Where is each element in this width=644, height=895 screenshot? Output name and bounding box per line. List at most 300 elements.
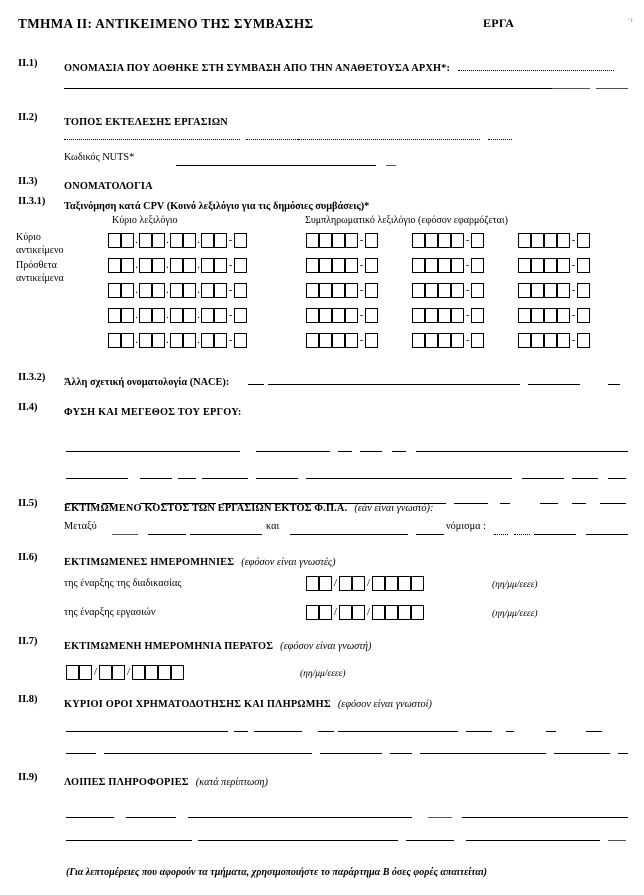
cpv-supp-digit-additional-object-4-g3-3[interactable] [544,333,557,348]
cpv-supp-digit-main-object-g1-1[interactable] [306,233,319,248]
cpv-supp-check-digit-additional-object-4-g3[interactable] [577,333,590,348]
section-ii8-line-1h[interactable] [546,731,556,732]
section-ii9-line-2e[interactable] [608,840,626,841]
cpv-supp-digit-additional-object-3-g1-1[interactable] [306,308,319,323]
completion-year-box-1[interactable] [132,665,145,680]
cpv-main-dash-additional-object-2: - [228,284,233,296]
cpv-supp-digit-additional-object-1-g1-2[interactable] [319,258,332,273]
cpv-supplementary-row-additional-object-1-group-3 [518,256,590,274]
cpv-supp-dash-additional-object-3-g3: - [571,309,576,321]
cpv-main-vocabulary-row-additional-object-1 [108,256,247,274]
cpv-supp-digit-additional-object-4-g3-1[interactable] [518,333,531,348]
cpv-main-check-digit-additional-object-2[interactable] [234,283,247,298]
cpv-supp-digit-additional-object-4-g3-2[interactable] [531,333,544,348]
cpv-main-digit-additional-object-2-2[interactable] [121,283,134,298]
cpv-supp-digit-additional-object-2-g3-3[interactable] [544,283,557,298]
section-ii32-line-c[interactable] [528,384,580,385]
cpv-main-dot-main-object-5: . [197,234,200,246]
completion-month-box-1[interactable] [99,665,112,680]
cpv-main-digit-additional-object-1-8[interactable] [214,258,227,273]
cost-min-input-a[interactable] [112,534,138,535]
currency-input-a[interactable] [494,534,508,535]
cpv-supp-dash-additional-object-3-g2: - [465,309,470,321]
cpv-supplementary-row-additional-object-1-group-2 [412,256,484,274]
section-ii8-line-2c[interactable] [320,753,382,754]
cpv-supplementary-row-main-object-group-3 [518,231,590,249]
section-ii8-line-1i[interactable] [586,731,602,732]
cpv-main-digit-main-object-1[interactable] [108,233,121,248]
completion-date-input[interactable] [66,663,184,681]
works-start-separator-2: / [366,606,371,618]
cpv-supp-check-digit-additional-object-3-g3[interactable] [577,308,590,323]
section-ii4-line-2i[interactable] [608,478,626,479]
cpv-main-check-digit-main-object[interactable] [234,233,247,248]
section-ii8-number: II.8) [18,694,38,705]
cpv-supp-digit-main-object-g2-4[interactable] [451,233,464,248]
cpv-main-check-digit-additional-object-4[interactable] [234,333,247,348]
section-ii1-dotted-fill[interactable] [458,61,614,71]
section-ii7-label-italic: (εφόσον είναι γνωστή) [280,641,372,652]
cpv-supp-digit-additional-object-1-g2-3[interactable] [438,258,451,273]
cpv-supp-digit-additional-object-3-g1-3[interactable] [332,308,345,323]
cpv-supp-digit-additional-object-4-g1-2[interactable] [319,333,332,348]
cpv-supp-digit-additional-object-3-g3-4[interactable] [557,308,570,323]
cpv-supp-check-digit-main-object-g1[interactable] [365,233,378,248]
procedure-start-year-box-4[interactable] [411,576,424,591]
works-start-date-input[interactable] [306,603,424,621]
cost-between-label: Μεταξύ [64,521,97,532]
cpv-supp-check-digit-additional-object-2-g1[interactable] [365,283,378,298]
cpv-supp-digit-main-object-g3-3[interactable] [544,233,557,248]
cpv-supp-check-digit-additional-object-4-g2[interactable] [471,333,484,348]
cost-max-input-a[interactable] [290,534,408,535]
section-ii8-line-1e[interactable] [338,731,458,732]
cpv-main-digit-additional-object-1-6[interactable] [183,258,196,273]
section-ii9-body [64,772,630,790]
procedure-start-year-box-3[interactable] [398,576,411,591]
cpv-main-dot-additional-object-1-5: . [197,259,200,271]
cpv-supp-check-digit-additional-object-1-g1[interactable] [365,258,378,273]
cpv-supp-digit-additional-object-4-g2-4[interactable] [451,333,464,348]
cpv-main-digit-additional-object-4-3[interactable] [139,333,152,348]
procedure-start-day-box-2[interactable] [319,576,332,591]
cpv-supp-dash-additional-object-1-g1: - [359,259,364,271]
cpv-supp-dash-additional-object-1-g3: - [571,259,576,271]
section-ii9-line-1c[interactable] [188,817,412,818]
cpv-supplementary-row-additional-object-3-group-1 [306,306,378,324]
section-ii8-label-italic: (εφόσον είναι γνωστοί) [337,699,432,710]
section-ii9-number: II.9) [18,772,38,783]
cpv-supp-dash-additional-object-4-g1: - [359,334,364,346]
section-ii4-line-1c[interactable] [338,451,352,452]
cpv-supp-check-digit-additional-object-2-g3[interactable] [577,283,590,298]
completion-year-box-2[interactable] [145,665,158,680]
cpv-main-object-row-label-line2: αντικείμενο [16,244,64,256]
cpv-main-dot-additional-object-1-1: . [135,259,138,271]
cpv-supp-digit-additional-object-4-g3-4[interactable] [557,333,570,348]
section-ii5-label-italic: (εάν είναι γνωστό): [354,503,434,514]
cost-max-input-b[interactable] [416,534,444,535]
section-ii5-label: ΕΚΤΙΜΩΜΕΝΟ ΚΟΣΤΟΣ ΤΩΝ ΕΡΓΑΣΙΩΝ ΕΚΤΟΣ Φ.Π.Α. [64,503,348,514]
cpv-supplementary-vocabulary-header: Συμπληρωματικό λεξιλόγιο (εφόσον εφαρμόζεται) [305,215,508,226]
cpv-main-digit-main-object-2[interactable] [121,233,134,248]
section-ii4-line-2g[interactable] [522,478,564,479]
section-ii4-line-2f[interactable] [306,478,512,479]
cpv-main-digit-additional-object-3-2[interactable] [121,308,134,323]
cpv-main-digit-main-object-8[interactable] [214,233,227,248]
cpv-supp-check-digit-additional-object-1-g3[interactable] [577,258,590,273]
work-type-label: ΕΡΓΑ [483,16,515,30]
section-ii8-line-1c[interactable] [254,731,302,732]
cpv-main-vocabulary-row-main-object [108,231,247,249]
completion-month-box-2[interactable] [112,665,125,680]
section-ii9-line-1b[interactable] [126,817,176,818]
cpv-supp-digit-additional-object-1-g1-4[interactable] [345,258,358,273]
cpv-additional-objects-row-label [16,260,106,285]
section-ii1-line-1c[interactable] [596,88,628,89]
cpv-supp-digit-additional-object-2-g3-4[interactable] [557,283,570,298]
cpv-supp-digit-main-object-g2-3[interactable] [438,233,451,248]
currency-input-d[interactable] [586,534,628,535]
cpv-supp-digit-additional-object-4-g1-3[interactable] [332,333,345,348]
cpv-supp-digit-additional-object-2-g1-3[interactable] [332,283,345,298]
cpv-supp-dash-additional-object-4-g2: - [465,334,470,346]
procedure-start-date-label: της έναρξης της διαδικασίας [64,578,182,589]
cpv-supp-dash-additional-object-3-g1: - [359,309,364,321]
cpv-supplementary-row-main-object-group-1 [306,231,378,249]
cpv-supp-digit-additional-object-1-g3-3[interactable] [544,258,557,273]
cpv-supp-check-digit-additional-object-2-g2[interactable] [471,283,484,298]
cpv-supp-check-digit-additional-object-1-g2[interactable] [471,258,484,273]
works-start-month-box-2[interactable] [352,605,365,620]
cpv-main-dash-additional-object-3: - [228,309,233,321]
cpv-main-digit-additional-object-3-1[interactable] [108,308,121,323]
cpv-main-digit-additional-object-1-1[interactable] [108,258,121,273]
cpv-supp-digit-additional-object-2-g1-1[interactable] [306,283,319,298]
cpv-main-digit-additional-object-3-5[interactable] [170,308,183,323]
section-ii2-line-b[interactable] [246,139,306,140]
section-ii5-number: II.5) [18,498,38,509]
section-ii9-line-1d[interactable] [428,817,452,818]
cpv-main-digit-additional-object-2-3[interactable] [139,283,152,298]
cpv-main-digit-additional-object-2-7[interactable] [201,283,214,298]
section-ii32-line-b[interactable] [268,384,520,385]
cpv-main-dash-additional-object-4: - [228,334,233,346]
section-ii8-line-2d[interactable] [390,753,412,754]
cpv-supp-digit-additional-object-2-g1-4[interactable] [345,283,358,298]
currency-input-c[interactable] [534,534,576,535]
cpv-supp-digit-main-object-g1-3[interactable] [332,233,345,248]
cpv-main-vocabulary-row-additional-object-2 [108,281,247,299]
cpv-main-digit-additional-object-4-5[interactable] [170,333,183,348]
cpv-supp-check-digit-main-object-g3[interactable] [577,233,590,248]
section-ii9-line-1e[interactable] [462,817,628,818]
cpv-main-dash-additional-object-1: - [228,259,233,271]
cpv-supp-digit-main-object-g3-4[interactable] [557,233,570,248]
cpv-supp-digit-main-object-g1-2[interactable] [319,233,332,248]
cpv-supplementary-row-additional-object-4-group-1 [306,331,378,349]
cpv-main-dot-additional-object-4-3: . [166,334,169,346]
form-footnote: (Για λεπτομέρειες που αφορούν τα τμήματα, χρησιμοποιήστε το παράρτημα Β όσες φορές απαιτείται) [66,867,487,878]
cpv-supp-digit-additional-object-1-g1-1[interactable] [306,258,319,273]
section-ii4-number: II.4) [18,402,38,413]
nuts-code-input-tail[interactable] [386,165,396,166]
procedure-start-month-box-2[interactable] [352,576,365,591]
section-ii8-body [64,694,630,712]
completion-year-box-3[interactable] [158,665,171,680]
cpv-main-digit-additional-object-2-6[interactable] [183,283,196,298]
section-ii8-line-1d[interactable] [318,731,334,732]
section-ii7-body [64,636,630,654]
section-ii2-line-d[interactable] [488,139,512,140]
section-ii31-label: Ταξινόμηση κατά CPV (Κοινό λεξιλόγιο για τις δημόσιες συμβάσεις)* [64,201,370,212]
cpv-supp-dash-main-object-g1: - [359,234,364,246]
works-start-day-box-2[interactable] [319,605,332,620]
cpv-supp-digit-additional-object-2-g3-1[interactable] [518,283,531,298]
section-ii8-line-2e[interactable] [420,753,546,754]
cpv-main-digit-additional-object-1-2[interactable] [121,258,134,273]
cpv-main-digit-additional-object-1-7[interactable] [201,258,214,273]
cpv-supplementary-row-additional-object-2-group-3 [518,281,590,299]
cpv-supp-dash-additional-object-4-g3: - [571,334,576,346]
cpv-supp-digit-additional-object-3-g3-1[interactable] [518,308,531,323]
works-start-year-box-1[interactable] [372,605,385,620]
cpv-supp-dash-additional-object-2-g3: - [571,284,576,296]
cpv-main-dot-additional-object-3-3: . [166,309,169,321]
cpv-supp-dash-main-object-g2: - [465,234,470,246]
works-start-date-format: (ηη/μμ/εεεε) [492,609,538,619]
section-ii31-body [64,196,630,214]
corner-mark: ¨¹ [628,17,634,26]
procedure-start-year-box-1[interactable] [372,576,385,591]
section-ii9-line-2d[interactable] [466,840,600,841]
section-ii32-line-a[interactable] [248,384,264,385]
cpv-supp-digit-additional-object-4-g1-4[interactable] [345,333,358,348]
section-ii4-line-2b[interactable] [140,478,172,479]
cpv-supp-digit-additional-object-1-g2-2[interactable] [425,258,438,273]
section-ii8-line-1b[interactable] [234,731,248,732]
section-ii32-line-d[interactable] [608,384,620,385]
cpv-supp-digit-additional-object-1-g2-1[interactable] [412,258,425,273]
cpv-supp-digit-main-object-g2-1[interactable] [412,233,425,248]
cpv-main-object-row-label [16,232,106,257]
section-ii1-line-1b[interactable] [552,88,590,89]
cpv-supp-digit-additional-object-2-g2-3[interactable] [438,283,451,298]
section-ii4-line-1a[interactable] [66,451,240,452]
cpv-main-dot-additional-object-2-3: . [166,284,169,296]
cpv-supp-digit-main-object-g1-4[interactable] [345,233,358,248]
section-ii4-line-1f[interactable] [416,451,628,452]
cpv-main-dot-additional-object-2-5: . [197,284,200,296]
cpv-main-digit-main-object-3[interactable] [139,233,152,248]
cpv-supp-digit-additional-object-2-g2-2[interactable] [425,283,438,298]
procedure-start-month-box-1[interactable] [339,576,352,591]
cpv-supp-digit-additional-object-2-g2-4[interactable] [451,283,464,298]
cpv-main-digit-additional-object-3-8[interactable] [214,308,227,323]
section-ii6-label: ΕΚΤΙΜΩΜΕΝΕΣ ΗΜΕΡΟΜΗΝΙΕΣ [64,557,235,568]
cpv-main-check-digit-additional-object-1[interactable] [234,258,247,273]
works-start-year-box-3[interactable] [398,605,411,620]
page-title: ΤΜΗΜΑ ΙΙ: ΑΝΤΙΚΕΙΜΕΝΟ ΤΗΣ ΣΥΜΒΑΣΗΣ [18,16,314,31]
completion-day-box-1[interactable] [66,665,79,680]
cpv-supp-digit-main-object-g3-2[interactable] [531,233,544,248]
cpv-supp-digit-additional-object-1-g3-2[interactable] [531,258,544,273]
cpv-supp-digit-additional-object-4-g2-2[interactable] [425,333,438,348]
cpv-main-digit-main-object-5[interactable] [170,233,183,248]
cpv-supp-digit-additional-object-2-g1-2[interactable] [319,283,332,298]
cpv-main-digit-additional-object-4-4[interactable] [152,333,165,348]
cpv-main-digit-additional-object-2-5[interactable] [170,283,183,298]
cpv-main-digit-additional-object-4-7[interactable] [201,333,214,348]
section-ii3-label: ΟΝΟΜΑΤΟΛΟΓΙΑ [64,181,153,192]
works-start-day-box-1[interactable] [306,605,319,620]
cpv-supp-digit-main-object-g3-1[interactable] [518,233,531,248]
cpv-supp-check-digit-additional-object-3-g1[interactable] [365,308,378,323]
section-ii9-line-1a[interactable] [66,817,114,818]
cpv-supplementary-row-additional-object-2-group-1 [306,281,378,299]
section-ii8-label: ΚΥΡΙΟΙ ΟΡΟΙ ΧΡΗΜΑΤΟΔΟΤΗΣΗΣ ΚΑΙ ΠΛΗΡΩΜΗΣ [64,699,331,710]
section-ii4-line-1e[interactable] [392,451,406,452]
section-ii8-line-2f[interactable] [554,753,610,754]
cpv-supp-digit-additional-object-4-g1-1[interactable] [306,333,319,348]
cpv-supp-digit-additional-object-3-g3-3[interactable] [544,308,557,323]
cpv-supp-digit-additional-object-3-g3-2[interactable] [531,308,544,323]
cpv-main-digit-additional-object-1-3[interactable] [139,258,152,273]
works-start-year-box-2[interactable] [385,605,398,620]
cpv-supp-digit-additional-object-1-g3-4[interactable] [557,258,570,273]
cpv-main-digit-additional-object-2-4[interactable] [152,283,165,298]
procedure-start-year-box-2[interactable] [385,576,398,591]
section-ii2-line-c[interactable] [298,139,480,140]
completion-day-box-2[interactable] [79,665,92,680]
cpv-main-vocabulary-header: Κύριο λεξιλόγιο [112,215,178,226]
nuts-code-label: Κωδικός NUTS* [64,152,135,163]
nuts-code-input[interactable] [176,165,376,166]
cpv-supp-digit-additional-object-1-g2-4[interactable] [451,258,464,273]
currency-input-b[interactable] [514,534,530,535]
cpv-supp-digit-additional-object-1-g1-3[interactable] [332,258,345,273]
section-ii9-line-2a[interactable] [66,840,192,841]
cpv-supp-digit-additional-object-4-g2-3[interactable] [438,333,451,348]
cpv-supp-digit-additional-object-3-g1-2[interactable] [319,308,332,323]
cpv-main-dot-additional-object-3-1: . [135,309,138,321]
cost-min-input-c[interactable] [190,534,262,535]
cpv-supp-digit-main-object-g2-2[interactable] [425,233,438,248]
section-ii2-number: II.2) [18,112,38,123]
works-start-month-box-1[interactable] [339,605,352,620]
cpv-supplementary-row-additional-object-1-group-1 [306,256,378,274]
section-ii9-line-2b[interactable] [198,840,398,841]
section-ii4-body [64,402,630,420]
cpv-supp-digit-additional-object-4-g2-1[interactable] [412,333,425,348]
section-ii4-line-1d[interactable] [360,451,382,452]
section-ii4-line-2a[interactable] [66,478,128,479]
section-ii4-line-2e[interactable] [256,478,298,479]
completion-date-format: (ηη/μμ/εεεε) [300,669,346,679]
cpv-main-digit-additional-object-4-1[interactable] [108,333,121,348]
cpv-main-digit-additional-object-2-8[interactable] [214,283,227,298]
cpv-supp-digit-additional-object-3-g2-4[interactable] [451,308,464,323]
cpv-main-digit-additional-object-3-6[interactable] [183,308,196,323]
cpv-supp-digit-additional-object-3-g1-4[interactable] [345,308,358,323]
procedure-start-date-input[interactable] [306,574,424,592]
section-ii9-label: ΛΟΙΠΕΣ ΠΛΗΡΟΦΟΡΙΕΣ [64,777,189,788]
cpv-supp-check-digit-additional-object-4-g1[interactable] [365,333,378,348]
cpv-main-dot-additional-object-3-5: . [197,309,200,321]
cpv-supp-digit-additional-object-2-g2-1[interactable] [412,283,425,298]
section-ii8-line-1a[interactable] [66,731,228,732]
cpv-main-digit-additional-object-1-4[interactable] [152,258,165,273]
cpv-main-digit-additional-object-1-5[interactable] [170,258,183,273]
section-ii7-number: II.7) [18,636,38,647]
section-ii8-line-1g[interactable] [506,731,514,732]
section-ii6-label-italic: (εφόσον είναι γνωστές) [241,557,336,568]
document-header [18,16,634,32]
section-ii1-label: ΟΝΟΜΑΣΙΑ ΠΟΥ ΔΟΘΗΚΕ ΣΤΗ ΣΥΜΒΑΣΗ ΑΠΟ ΤΗΝ ΑΝΑΘΕΤΟΥΣΑ ΑΡΧΗ*: [64,63,451,74]
section-ii1-number: II.1) [18,58,38,69]
section-ii4-line-2c[interactable] [178,478,196,479]
cpv-supplementary-row-additional-object-4-group-2 [412,331,484,349]
section-ii5-body [64,498,630,516]
cpv-main-dot-additional-object-4-5: . [197,334,200,346]
section-ii4-line-2h[interactable] [572,478,598,479]
cpv-supp-digit-additional-object-3-g2-2[interactable] [425,308,438,323]
section-ii8-line-2b[interactable] [104,753,312,754]
cpv-supplementary-row-additional-object-4-group-3 [518,331,590,349]
section-ii32-body [64,372,630,390]
cost-min-input-b[interactable] [148,534,186,535]
procedure-start-day-box-1[interactable] [306,576,319,591]
cpv-main-digit-main-object-4[interactable] [152,233,165,248]
section-ii8-line-2a[interactable] [66,753,96,754]
section-ii8-line-1f[interactable] [466,731,492,732]
section-ii4-line-2d[interactable] [202,478,248,479]
completion-year-box-4[interactable] [171,665,184,680]
cpv-main-dot-additional-object-1-3: . [166,259,169,271]
cpv-supp-digit-additional-object-3-g2-1[interactable] [412,308,425,323]
cpv-supplementary-row-additional-object-3-group-3 [518,306,590,324]
works-start-year-box-4[interactable] [411,605,424,620]
section-ii6-number: II.6) [18,552,38,563]
cpv-main-digit-additional-object-3-4[interactable] [152,308,165,323]
cpv-main-digit-additional-object-4-2[interactable] [121,333,134,348]
cpv-main-digit-main-object-6[interactable] [183,233,196,248]
cpv-additional-objects-row-label-line1: Πρόσθετα [16,260,57,271]
cpv-main-digit-additional-object-3-3[interactable] [139,308,152,323]
cpv-main-dash-main-object: - [228,234,233,246]
section-ii9-line-2c[interactable] [406,840,454,841]
section-ii2-line-a[interactable] [64,139,240,140]
cpv-supp-check-digit-additional-object-3-g2[interactable] [471,308,484,323]
cpv-main-digit-additional-object-2-1[interactable] [108,283,121,298]
cpv-supp-digit-additional-object-3-g2-3[interactable] [438,308,451,323]
cpv-main-dot-additional-object-4-1: . [135,334,138,346]
cpv-main-digit-additional-object-3-7[interactable] [201,308,214,323]
cpv-supp-digit-additional-object-1-g3-1[interactable] [518,258,531,273]
cpv-main-digit-main-object-7[interactable] [201,233,214,248]
cpv-supp-check-digit-main-object-g2[interactable] [471,233,484,248]
cpv-main-check-digit-additional-object-3[interactable] [234,308,247,323]
section-ii6-body [64,552,630,570]
section-ii1-line-1[interactable] [64,88,552,89]
section-ii4-line-1b[interactable] [256,451,330,452]
section-ii8-line-2g[interactable] [618,753,628,754]
cpv-supp-digit-additional-object-2-g3-2[interactable] [531,283,544,298]
works-start-separator-1: / [333,606,338,618]
cpv-main-digit-additional-object-4-6[interactable] [183,333,196,348]
section-ii31-number: II.3.1) [18,196,46,207]
cpv-main-digit-additional-object-4-8[interactable] [214,333,227,348]
